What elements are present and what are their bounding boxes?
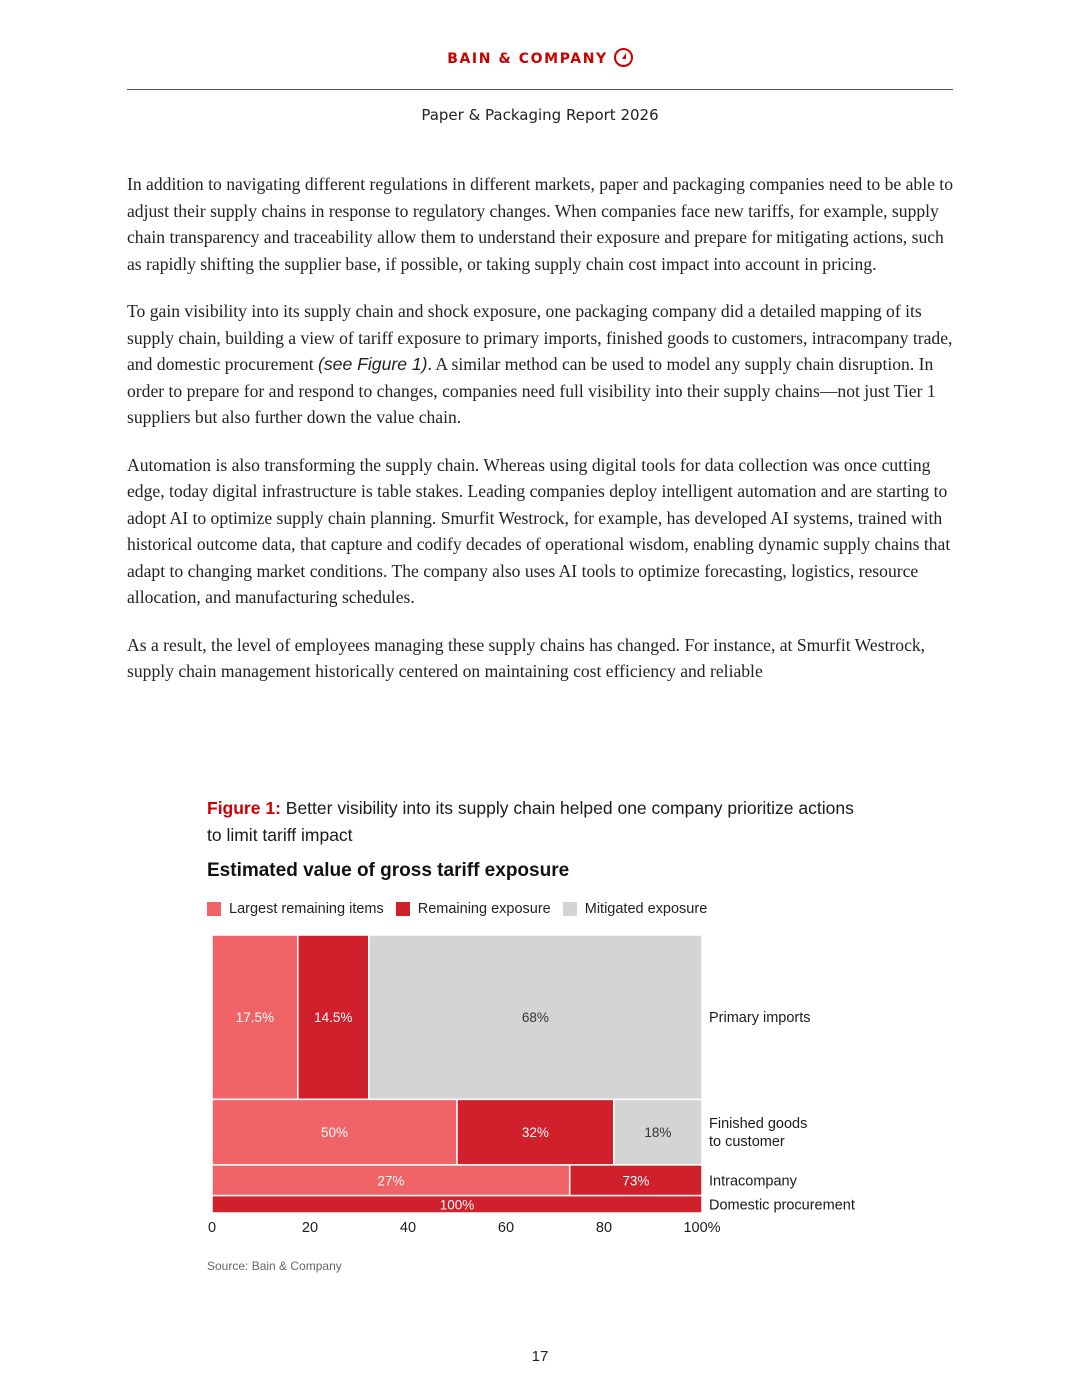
legend-item-largest-remaining xyxy=(207,901,384,917)
data-label: 68% xyxy=(521,1010,549,1026)
row-label: Domestic procurement xyxy=(709,1197,855,1214)
brand-logo xyxy=(0,48,1080,67)
paragraph-2-text-a: To gain visibility into its supply chain and shock exposure, one packaging company did a detailed mapping of its supply chain, building a view of tariff exposure to primary imports, finished goods to customers, intracompany trade, and domestic procurement xyxy=(127,301,953,374)
x-tick-label: 0 xyxy=(207,1220,217,1236)
figure-source: Source: Bain & Company xyxy=(207,1259,342,1273)
legend-label: Remaining exposure xyxy=(417,901,551,917)
data-label: 32% xyxy=(521,1125,549,1141)
compass-logo-icon xyxy=(614,48,633,67)
legend-label: Mitigated exposure xyxy=(584,901,708,917)
row-label: Finished goods xyxy=(709,1116,808,1133)
x-tick-label: 40 xyxy=(399,1220,417,1236)
paragraph-4: As a result, the level of employees managing these supply chains has changed. For instance, at Smurfit Westrock, supply chain management historically centered on maintaining cost efficiency and reliable xyxy=(127,634,926,681)
x-tick-label: 60 xyxy=(497,1220,515,1236)
x-tick-label: 20 xyxy=(301,1220,319,1236)
paragraph-1: In addition to navigating different regulations in different markets, paper and packaging companies need to be able to adjust their supply chains in response to regulatory changes. When companies face new tariffs, for example, supply chain transparency and traceability allow them to understand their exposure and prepare for mitigating actions, such as rapidly shifting the supplier base, if possible, or taking supply chain cost impact into account in pricing. xyxy=(127,174,953,274)
page-number: 17 xyxy=(531,1348,549,1365)
article-body xyxy=(127,171,957,706)
legend-swatch xyxy=(563,902,577,916)
data-label: 18% xyxy=(644,1125,672,1141)
legend-label: Largest remaining items xyxy=(229,901,384,917)
legend-swatch xyxy=(207,902,221,916)
row-label: Primary imports xyxy=(709,1010,811,1027)
figure-reference: (see Figure 1) xyxy=(318,354,428,374)
legend-swatch xyxy=(396,902,410,916)
x-tick-label: 80 xyxy=(595,1220,613,1236)
chart-title: Estimated value of gross tariff exposure xyxy=(207,860,570,881)
figure-label: Figure 1: xyxy=(207,798,281,818)
header-divider xyxy=(127,89,953,90)
chart-legend xyxy=(207,901,719,917)
report-title: Paper & Packaging Report 2026 xyxy=(421,106,659,124)
figure-caption xyxy=(207,795,867,849)
row-label: to customer xyxy=(709,1134,785,1151)
legend-item-remaining xyxy=(396,901,551,917)
figure-caption-block xyxy=(207,795,927,849)
x-tick-label: 100% xyxy=(683,1220,721,1236)
paragraph-3: Automation is also transforming the supply chain. Whereas using digital tools for data collection was once cutting edge, today digital infrastructure is table stakes. Leading companies deploy intelligent automation and are starting to adopt AI to optimize supply chain planning. Smurfit Westrock, for example, has developed AI systems, trained with historical outcome data, that capture and codify decades of operational wisdom, enabling dynamic supply chains that adapt to changing market conditions. The company also uses AI tools to optimize forecasting, logistics, resource allocation, and manufacturing schedules. xyxy=(127,454,951,607)
figure-caption-text: Better visibility into its supply chain helped one company prioritize actions to limit tariff impact xyxy=(207,798,854,845)
row-label: Intracompany xyxy=(709,1173,797,1190)
paragraph-2-text-b: . A similar method can be used to model any supply chain disruption. In order to prepare for and respond to changes, companies need full visibility into their supply chains—not just Tier 1 suppliers but also further down the value chain. xyxy=(127,354,936,427)
data-label: 14.5% xyxy=(314,1010,353,1026)
marimekko-chart xyxy=(200,930,920,1240)
data-label: 50% xyxy=(320,1125,349,1141)
brand-name: BAIN & COMPANY xyxy=(447,51,608,67)
data-label: 17.5% xyxy=(235,1010,275,1026)
data-label: 27% xyxy=(377,1173,405,1189)
legend-item-mitigated xyxy=(563,901,708,917)
data-label: 100% xyxy=(439,1197,475,1213)
data-label: 73% xyxy=(622,1173,650,1189)
paragraph-2 xyxy=(127,298,957,431)
